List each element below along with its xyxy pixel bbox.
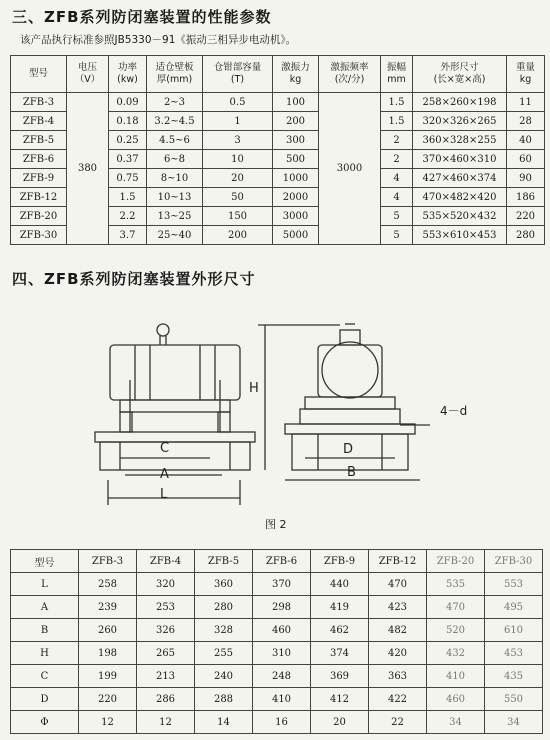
dimension-value: 220 <box>79 688 137 711</box>
capacity-cell: 10 <box>203 150 273 169</box>
dimensions-table <box>10 549 543 734</box>
weight-cell: 11 <box>507 93 545 112</box>
spec-header-row <box>11 56 545 93</box>
wall-cell: 6~8 <box>147 150 203 169</box>
voltage-cell: 380 <box>67 93 109 245</box>
force-cell: 500 <box>273 150 319 169</box>
dimension-value: 298 <box>253 596 311 619</box>
dimension-value: 360 <box>195 573 253 596</box>
dimension-value: 453 <box>485 642 543 665</box>
weight-cell: 220 <box>507 207 545 226</box>
dimension-value: 199 <box>79 665 137 688</box>
dimension-value: 265 <box>137 642 195 665</box>
model-cell: ZFB-12 <box>11 188 67 207</box>
wall-cell: 10~13 <box>147 188 203 207</box>
dimension-value: 374 <box>311 642 369 665</box>
column-header: 外形尺寸 (长×宽×高) <box>413 56 507 93</box>
force-cell: 100 <box>273 93 319 112</box>
model-header: ZFB-20 <box>427 550 485 573</box>
dimension-value: 288 <box>195 688 253 711</box>
dimension-label: D <box>11 688 79 711</box>
dimension-value: 34 <box>427 711 485 734</box>
model-cell: ZFB-6 <box>11 150 67 169</box>
dimension-label: Φ <box>11 711 79 734</box>
power-cell: 1.5 <box>109 188 147 207</box>
column-header: 电压 （V） <box>67 56 109 93</box>
table-row <box>11 619 543 642</box>
model-header: ZFB-5 <box>195 550 253 573</box>
table-row <box>11 711 543 734</box>
dimension-value: 14 <box>195 711 253 734</box>
dimension-value: 369 <box>311 665 369 688</box>
dimension-value: 470 <box>427 596 485 619</box>
wall-cell: 4.5~6 <box>147 131 203 150</box>
dimension-label: A <box>11 596 79 619</box>
frequency-cell: 3000 <box>319 93 381 245</box>
wall-cell: 25~40 <box>147 226 203 245</box>
dimension-value: 553 <box>485 573 543 596</box>
dimension-value: 280 <box>195 596 253 619</box>
dimension-value: 253 <box>137 596 195 619</box>
dimension-value: 370 <box>253 573 311 596</box>
section3-title: 三、ZFB系列防闭塞装置的性能参数 <box>12 8 272 26</box>
weight-cell: 280 <box>507 226 545 245</box>
standard-note: 该产品执行标准参照JB5330－91《振动三相异步电动机》。 <box>20 34 297 46</box>
outline-drawing <box>0 300 550 540</box>
force-cell: 200 <box>273 112 319 131</box>
dimension-value: 320 <box>137 573 195 596</box>
model-cell: ZFB-9 <box>11 169 67 188</box>
wall-cell: 3.2~4.5 <box>147 112 203 131</box>
dimension-value: 198 <box>79 642 137 665</box>
dimension-value: 12 <box>79 711 137 734</box>
model-cell: ZFB-3 <box>11 93 67 112</box>
dimension-value: 420 <box>369 642 427 665</box>
model-header: ZFB-9 <box>311 550 369 573</box>
column-header: 激振力 kg <box>273 56 319 93</box>
dimension-value: 470 <box>369 573 427 596</box>
model-cell: ZFB-20 <box>11 207 67 226</box>
column-header: 仓钳部容量 (T) <box>203 56 273 93</box>
table-row <box>11 596 543 619</box>
model-header: ZFB-4 <box>137 550 195 573</box>
section4-title: 四、ZFB系列防闭塞装置外形尺寸 <box>12 270 256 288</box>
dimension-value: 423 <box>369 596 427 619</box>
force-cell: 300 <box>273 131 319 150</box>
dimension-value: 22 <box>369 711 427 734</box>
weight-cell: 186 <box>507 188 545 207</box>
capacity-cell: 150 <box>203 207 273 226</box>
model-header: ZFB-12 <box>369 550 427 573</box>
wall-cell: 13~25 <box>147 207 203 226</box>
amplitude-cell: 2 <box>381 150 413 169</box>
dimension-value: 435 <box>485 665 543 688</box>
dimension-value: 326 <box>137 619 195 642</box>
dimension-value: 213 <box>137 665 195 688</box>
column-header: 激振频率 (次/分) <box>319 56 381 93</box>
dimension-value: 495 <box>485 596 543 619</box>
label-d: D <box>343 442 354 457</box>
label-a: A <box>160 467 169 482</box>
dimension-label: L <box>11 573 79 596</box>
capacity-cell: 20 <box>203 169 273 188</box>
table-row <box>11 665 543 688</box>
size-cell: 258×260×198 <box>413 93 507 112</box>
capacity-cell: 0.5 <box>203 93 273 112</box>
amplitude-cell: 4 <box>381 169 413 188</box>
capacity-cell: 200 <box>203 226 273 245</box>
corner-header: 型号 <box>11 550 79 573</box>
lifting-ring <box>157 324 169 336</box>
dimension-value: 610 <box>485 619 543 642</box>
amplitude-cell: 1.5 <box>381 112 413 131</box>
dimension-value: 432 <box>427 642 485 665</box>
dimension-value: 419 <box>311 596 369 619</box>
power-cell: 2.2 <box>109 207 147 226</box>
power-cell: 0.75 <box>109 169 147 188</box>
dimension-value: 410 <box>427 665 485 688</box>
dimension-label: H <box>11 642 79 665</box>
power-cell: 3.7 <box>109 226 147 245</box>
dimension-value: 248 <box>253 665 311 688</box>
table-row <box>11 642 543 665</box>
model-cell: ZFB-30 <box>11 226 67 245</box>
weight-cell: 40 <box>507 131 545 150</box>
size-cell: 360×328×255 <box>413 131 507 150</box>
dimension-value: 310 <box>253 642 311 665</box>
capacity-cell: 3 <box>203 131 273 150</box>
dimension-value: 460 <box>253 619 311 642</box>
column-header: 重量 kg <box>507 56 545 93</box>
dimension-value: 462 <box>311 619 369 642</box>
size-cell: 427×460×374 <box>413 169 507 188</box>
model-cell: ZFB-5 <box>11 131 67 150</box>
size-cell: 535×520×432 <box>413 207 507 226</box>
amplitude-cell: 4 <box>381 188 413 207</box>
size-cell: 320×326×265 <box>413 112 507 131</box>
force-cell: 5000 <box>273 226 319 245</box>
dimension-value: 34 <box>485 711 543 734</box>
label-c: C <box>160 441 170 456</box>
spec-table <box>10 55 545 245</box>
size-cell: 370×460×310 <box>413 150 507 169</box>
power-cell: 0.18 <box>109 112 147 131</box>
dimension-value: 440 <box>311 573 369 596</box>
dimension-value: 328 <box>195 619 253 642</box>
dimension-value: 12 <box>137 711 195 734</box>
weight-cell: 60 <box>507 150 545 169</box>
dims-header-row <box>11 550 543 573</box>
dimension-value: 422 <box>369 688 427 711</box>
column-header: 型号 <box>11 56 67 93</box>
wall-cell: 8~10 <box>147 169 203 188</box>
dimension-value: 16 <box>253 711 311 734</box>
wall-cell: 2~3 <box>147 93 203 112</box>
front-view <box>95 324 255 505</box>
dimension-value: 260 <box>79 619 137 642</box>
dimension-label: B <box>11 619 79 642</box>
model-header: ZFB-6 <box>253 550 311 573</box>
size-cell: 470×482×420 <box>413 188 507 207</box>
column-header: 功率 (kw) <box>109 56 147 93</box>
dimension-value: 20 <box>311 711 369 734</box>
dimension-value: 482 <box>369 619 427 642</box>
capacity-cell: 1 <box>203 112 273 131</box>
force-cell: 3000 <box>273 207 319 226</box>
amplitude-cell: 2 <box>381 131 413 150</box>
amplitude-cell: 1.5 <box>381 93 413 112</box>
column-header: 振幅 mm <box>381 56 413 93</box>
dimension-value: 410 <box>253 688 311 711</box>
dimension-value: 240 <box>195 665 253 688</box>
weight-cell: 90 <box>507 169 545 188</box>
label-l: L <box>160 487 168 502</box>
model-cell: ZFB-4 <box>11 112 67 131</box>
amplitude-cell: 5 <box>381 207 413 226</box>
dimension-value: 550 <box>485 688 543 711</box>
model-header: ZFB-30 <box>485 550 543 573</box>
weight-cell: 28 <box>507 112 545 131</box>
dimension-value: 520 <box>427 619 485 642</box>
dimension-value: 412 <box>311 688 369 711</box>
table-row <box>11 573 543 596</box>
force-cell: 1000 <box>273 169 319 188</box>
label-b: B <box>347 465 356 480</box>
figure-caption: 图 2 <box>265 518 287 531</box>
dimension-label: C <box>11 665 79 688</box>
table-row <box>11 93 545 112</box>
dimension-value: 535 <box>427 573 485 596</box>
label-hole: 4－d <box>440 404 468 418</box>
table-row <box>11 688 543 711</box>
dimension-value: 286 <box>137 688 195 711</box>
dimension-value: 239 <box>79 596 137 619</box>
capacity-cell: 50 <box>203 188 273 207</box>
power-cell: 0.25 <box>109 131 147 150</box>
dimension-value: 258 <box>79 573 137 596</box>
dimension-value: 363 <box>369 665 427 688</box>
column-header: 适仓壁板 厚(mm) <box>147 56 203 93</box>
amplitude-cell: 5 <box>381 226 413 245</box>
dimension-value: 460 <box>427 688 485 711</box>
force-cell: 2000 <box>273 188 319 207</box>
power-cell: 0.09 <box>109 93 147 112</box>
model-header: ZFB-3 <box>79 550 137 573</box>
label-h: H <box>249 381 259 396</box>
size-cell: 553×610×453 <box>413 226 507 245</box>
power-cell: 0.37 <box>109 150 147 169</box>
dimension-value: 255 <box>195 642 253 665</box>
